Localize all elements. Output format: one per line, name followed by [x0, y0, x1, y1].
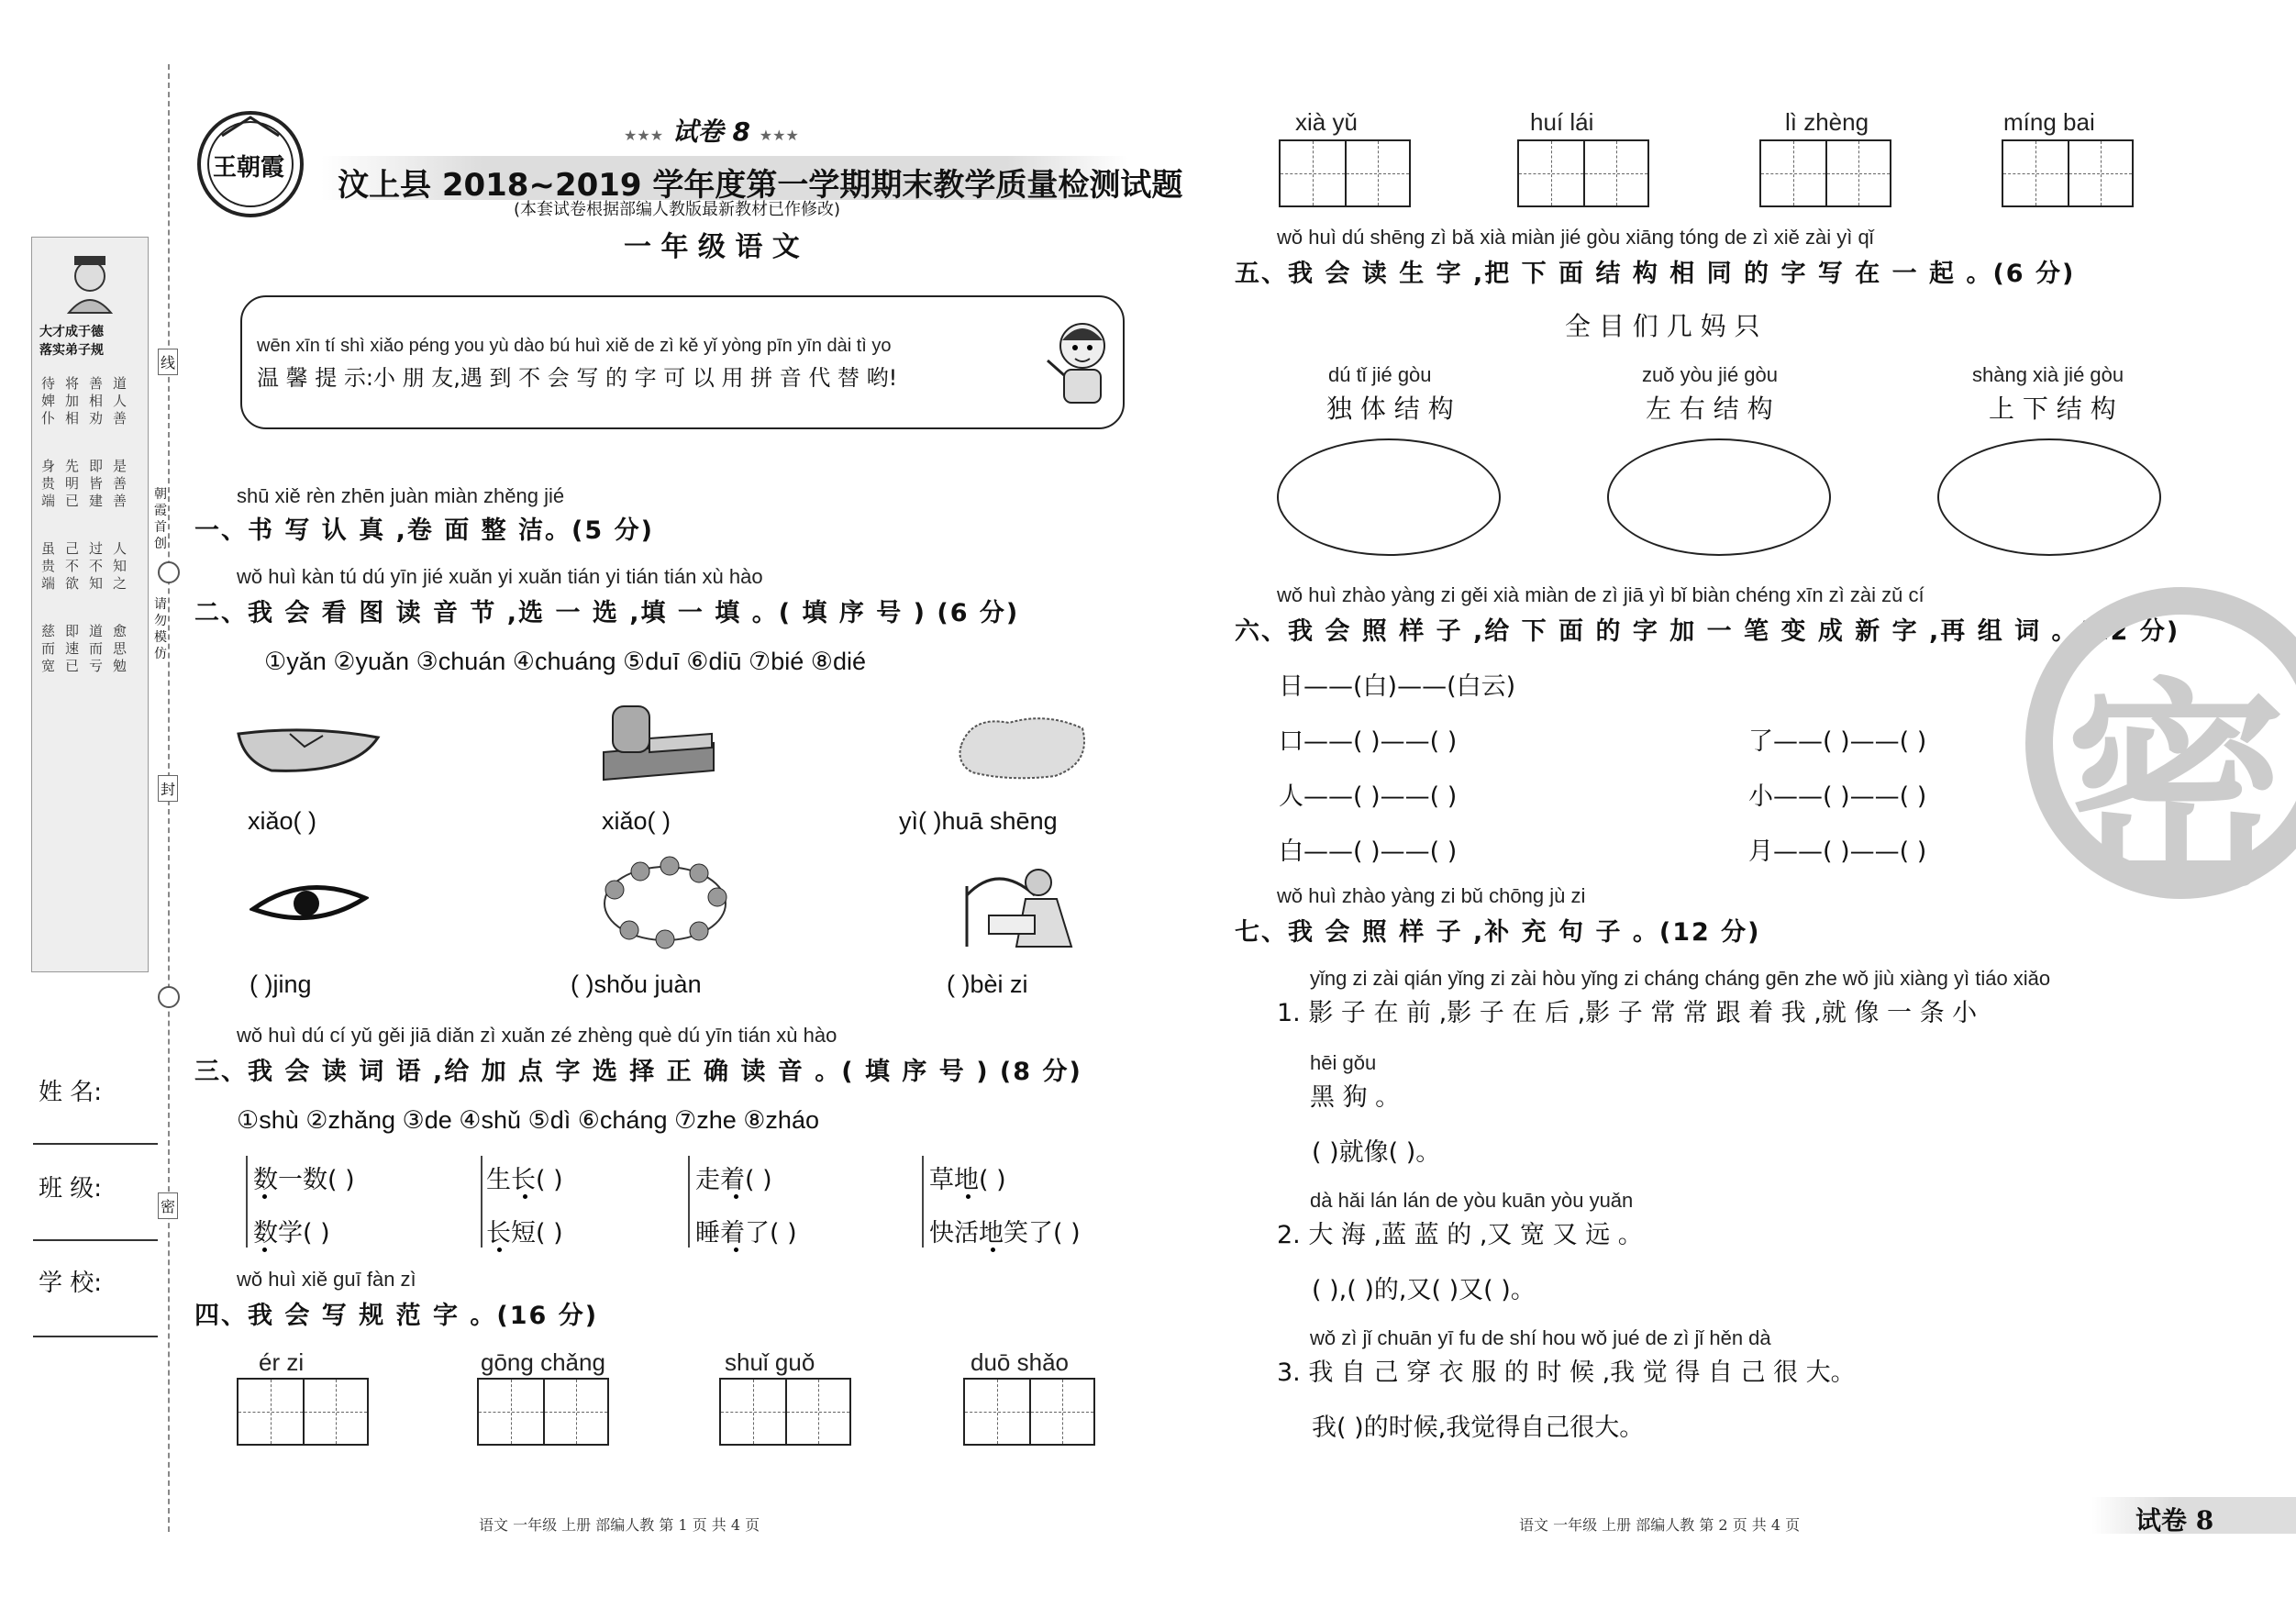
q5-group-label-1: 独 体 结 构 — [1326, 394, 1454, 424]
vertical-label-qingwu: 请勿模仿 — [154, 597, 167, 661]
q7-sentence-1b: 黑 狗 。 — [1310, 1083, 1401, 1112]
poem-column: 先 明 已 — [65, 458, 80, 509]
q5-answer-oval-2[interactable] — [1607, 438, 1831, 556]
q5-group-label-2: 左 右 结 构 — [1646, 394, 1773, 424]
vertical-label-xian: 线 — [158, 349, 178, 375]
right-item-pinyin-2: huí lái — [1530, 108, 1594, 136]
writing-grid[interactable] — [1517, 139, 1649, 207]
poem-column: 慈 而 宽 — [41, 623, 56, 674]
motto-line-1: 大才成于德 — [39, 325, 104, 339]
vertical-label-feng: 封 — [158, 775, 178, 802]
q1-heading: 一、书 写 认 真 ,卷 面 整 洁。(5 分) — [194, 516, 654, 545]
poem-column: 过 不 知 — [89, 540, 104, 592]
q2-answer-5[interactable]: ( )shǒu juàn — [571, 970, 702, 998]
q5-group-label-3: 上 下 结 构 — [1989, 394, 2116, 424]
ring-icon-2 — [158, 986, 180, 1008]
q3-word-1[interactable]: 数一数( ) — [253, 1166, 355, 1194]
poem-column: 即 皆 建 — [89, 458, 104, 509]
q3-word-8[interactable]: 快活地笑了( ) — [929, 1219, 1081, 1248]
emphasis-dot — [523, 1194, 527, 1199]
q7-sentence-2: 2. 大 海 ,蓝 蓝 的 ,又 宽 又 远 。 — [1277, 1221, 1643, 1249]
girl-bed-image — [961, 859, 1081, 950]
poem-column: 虽 贵 端 — [41, 540, 56, 592]
q5-answer-oval-3[interactable] — [1937, 438, 2161, 556]
school-field[interactable] — [33, 1336, 158, 1337]
right-item-pinyin-4: míng bai — [2003, 108, 2095, 136]
q3-divider-1 — [246, 1156, 248, 1248]
q6-row-3-right[interactable]: 月——( )——( ) — [1748, 837, 1927, 866]
pile-image — [954, 708, 1092, 782]
sidebar-motto-box — [31, 237, 149, 972]
publisher-logo — [194, 108, 306, 220]
q3-divider-2 — [481, 1156, 482, 1248]
q6-example: 日——(白)——(白云) — [1279, 672, 1516, 701]
poem-column: 是 善 善 — [113, 458, 128, 509]
vertical-label-mi: 密 — [158, 1192, 178, 1219]
exam-title: 汶上县 2018~2019 学年度第一学期期末教学质量检测试题 — [338, 167, 1183, 204]
boat-image — [235, 715, 382, 780]
poem-column: 人 知 之 — [113, 540, 128, 592]
q6-row-1-left[interactable]: 口——( )——( ) — [1279, 727, 1458, 756]
footer-right: 语文 一年级 上册 部编人教 第 2 页 共 4 页 — [1519, 1516, 1801, 1534]
q7-s3-pinyin: wǒ zì jǐ chuān yī fu de shí hou wǒ jué de zì jǐ hěn dà — [1310, 1326, 1771, 1349]
subject-title: 一 年 级 语 文 — [624, 231, 800, 263]
q5-chars: 全 目 们 几 妈 只 — [1565, 311, 1760, 341]
emphasis-dot — [966, 1194, 971, 1199]
q3-divider-4 — [922, 1156, 924, 1248]
writing-grid[interactable] — [963, 1378, 1095, 1446]
footer-badge: 试卷 8 — [2135, 1505, 2214, 1536]
q3-word-3[interactable]: 走着( ) — [695, 1166, 772, 1194]
children-circle-image — [596, 853, 734, 949]
tip-text: 温 馨 提 示:小 朋 友,遇 到 不 会 写 的 字 可 以 用 拼 音 代 替 哟! — [257, 365, 898, 391]
q7-s2-pinyin: dà hǎi lán lán de yòu kuān yòu yuǎn — [1310, 1189, 1634, 1212]
q3-divider-3 — [688, 1156, 690, 1248]
exam-series-label: ★★★ 试卷 8 ★★★ — [624, 116, 799, 147]
school-label: 学 校: — [39, 1270, 103, 1297]
q5-group-pinyin-1: dú tǐ jié gòu — [1328, 363, 1432, 386]
q5-answer-oval-1[interactable] — [1277, 438, 1501, 556]
eye-image — [250, 876, 369, 931]
q5-group-pinyin-3: shàng xià jié gòu — [1972, 363, 2124, 386]
q7-s1b-pinyin: hēi gǒu — [1310, 1051, 1377, 1074]
q7-heading: 七、我 会 照 样 子 ,补 充 句 子 。(12 分) — [1235, 918, 1761, 947]
tip-pinyin: wēn xīn tí shì xiǎo péng you yù dào bú huì xiě de zì kě yǐ yòng pīn yīn dài tì yo — [257, 336, 892, 356]
q3-word-4[interactable]: 草地( ) — [929, 1166, 1006, 1194]
right-item-pinyin-1: xià yǔ — [1295, 108, 1358, 136]
q2-options: ①yǎn ②yuǎn ③chuán ④chuáng ⑤duī ⑥diū ⑦bié ⑧dié — [264, 648, 867, 675]
q3-word-6[interactable]: 长短( ) — [486, 1219, 563, 1248]
q4-item-pinyin-3: shuǐ guǒ — [725, 1348, 815, 1376]
q6-row-2-right[interactable]: 小——( )——( ) — [1748, 782, 1927, 811]
writing-grid[interactable] — [719, 1378, 851, 1446]
q7-answer-1[interactable]: ( )就像( )。 — [1312, 1138, 1441, 1167]
q2-heading: 二、我 会 看 图 读 音 节 ,选 一 选 ,填 一 填 。( 填 序 号 ) (6 分) — [194, 599, 1020, 627]
writing-grid[interactable] — [1279, 139, 1411, 207]
q7-s1-pinyin: yǐng zi zài qián yǐng zi zài hòu yǐng zi cháng cháng gēn zhe wǒ jiù xiàng yì tiáo xiǎo — [1310, 967, 2051, 990]
q3-options: ①shù ②zhǎng ③de ④shǔ ⑤dì ⑥cháng ⑦zhe ⑧zháo — [237, 1106, 819, 1134]
q4-item-pinyin-1: ér zi — [259, 1348, 305, 1376]
emphasis-dot — [262, 1194, 267, 1199]
writing-grid[interactable] — [237, 1378, 369, 1446]
emphasis-dot — [734, 1248, 738, 1252]
q7-answer-3[interactable]: 我( )的时候,我觉得自己很大。 — [1312, 1414, 1645, 1442]
q3-word-2[interactable]: 生长( ) — [486, 1166, 563, 1194]
q5-heading: 五、我 会 读 生 字 ,把 下 面 结 构 相 同 的 字 写 在 一 起 。(6 分) — [1235, 260, 2076, 288]
emphasis-dot — [262, 1248, 267, 1252]
q2-answer-4[interactable]: ( )jing — [250, 970, 312, 998]
q3-word-5[interactable]: 数学( ) — [253, 1219, 330, 1248]
q3-heading: 三、我 会 读 词 语 ,给 加 点 字 选 择 正 确 读 音 。( 填 序 号 ) (8 分) — [194, 1058, 1082, 1086]
name-field[interactable] — [33, 1143, 158, 1145]
q2-answer-6[interactable]: ( )bèi zi — [947, 970, 1028, 998]
q7-pinyin: wǒ huì zhào yàng zi bǔ chōng jù zi — [1277, 884, 1586, 907]
q6-row-2-left[interactable]: 人——( )——( ) — [1279, 782, 1458, 811]
poem-column: 道 人 善 — [113, 375, 128, 427]
ring-icon — [158, 561, 180, 583]
logo-text: 王朝霞 — [213, 154, 285, 182]
writing-grid[interactable] — [477, 1378, 609, 1446]
q3-word-7[interactable]: 睡着了( ) — [695, 1219, 797, 1248]
poem-column: 即 速 已 — [65, 623, 80, 674]
poem-column: 善 相 劝 — [89, 375, 104, 427]
secret-seal-watermark: 密 — [2025, 587, 2296, 899]
q6-heading: 六、我 会 照 样 子 ,给 下 面 的 字 加 一 笔 变 成 新 字 ,再 组 词 。(12 分) — [1235, 617, 2180, 646]
q2-pinyin: wǒ huì kàn tú dú yīn jié xuǎn yi xuǎn tián yi tián tián xù hào — [237, 565, 763, 588]
right-item-pinyin-3: lì zhèng — [1785, 108, 1869, 136]
motto-line-2: 落实弟子规 — [39, 343, 104, 358]
poem-column: 将 加 相 — [65, 375, 80, 427]
q6-pinyin: wǒ huì zhào yàng zi gěi xià miàn de zì jiā yì bǐ biàn chéng xīn zì zài zǔ cí — [1277, 583, 1924, 606]
q4-item-pinyin-2: gōng chǎng — [481, 1348, 605, 1376]
emphasis-dot — [991, 1248, 995, 1252]
poem-column: 身 贵 端 — [41, 458, 56, 509]
name-label: 姓 名: — [39, 1079, 103, 1106]
q4-pinyin: wǒ huì xiě guī fàn zì — [237, 1268, 416, 1291]
q2-answer-1[interactable]: xiǎo( ) — [248, 807, 317, 835]
q7-answer-2[interactable]: ( ),( )的,又( )又( )。 — [1312, 1276, 1536, 1304]
exam-subtitle: (本套试卷根据部编人教版最新教材已作修改) — [514, 200, 841, 219]
poem-column: 己 不 欲 — [65, 540, 80, 592]
q2-answer-2[interactable]: xiǎo( ) — [602, 807, 671, 835]
scholar-illustration — [58, 250, 122, 315]
q2-answer-3[interactable]: yì( )huā shēng — [899, 807, 1058, 835]
poem-column: 道 而 亏 — [89, 623, 104, 674]
writing-grid[interactable] — [2002, 139, 2134, 207]
writing-grid[interactable] — [1759, 139, 1891, 207]
emphasis-dot — [734, 1194, 738, 1199]
class-label: 班 级: — [39, 1175, 103, 1203]
q4-item-pinyin-4: duō shǎo — [971, 1348, 1069, 1376]
footer-left: 语文 一年级 上册 部编人教 第 1 页 共 4 页 — [479, 1516, 760, 1534]
q7-sentence-1: 1. 影 子 在 前 ,影 子 在 后 ,影 子 常 常 跟 着 我 ,就 像 一 条 小 — [1277, 999, 1978, 1027]
q7-sentence-3: 3. 我 自 己 穿 衣 服 的 时 候 ,我 觉 得 自 己 很 大。 — [1277, 1359, 1856, 1387]
bed-image — [594, 697, 723, 789]
q3-pinyin: wǒ huì dú cí yǔ gěi jiā diǎn zì xuǎn zé zhèng què dú yīn tián xù hào — [237, 1024, 837, 1047]
q5-group-pinyin-2: zuǒ yòu jié gòu — [1642, 363, 1778, 386]
class-field[interactable] — [33, 1239, 158, 1241]
poem-column: 待 婢 仆 — [41, 375, 56, 427]
boy-illustration — [1044, 316, 1117, 408]
q6-row-3-left[interactable]: 白——( )——( ) — [1279, 837, 1458, 866]
poem-column: 愈 思 勉 — [113, 623, 128, 674]
q1-pinyin: shū xiě rèn zhēn juàn miàn zhěng jié — [237, 484, 565, 507]
vertical-label-shouchuang: 朝霞首创 — [154, 487, 167, 551]
q4-heading: 四、我 会 写 规 范 字 。(16 分) — [194, 1302, 599, 1330]
q6-row-1-right[interactable]: 了——( )——( ) — [1748, 727, 1927, 756]
q5-pinyin: wǒ huì dú shēng zì bǎ xià miàn jié gòu xiāng tóng de zì xiě zài yì qǐ — [1277, 226, 1874, 249]
emphasis-dot — [497, 1248, 502, 1252]
